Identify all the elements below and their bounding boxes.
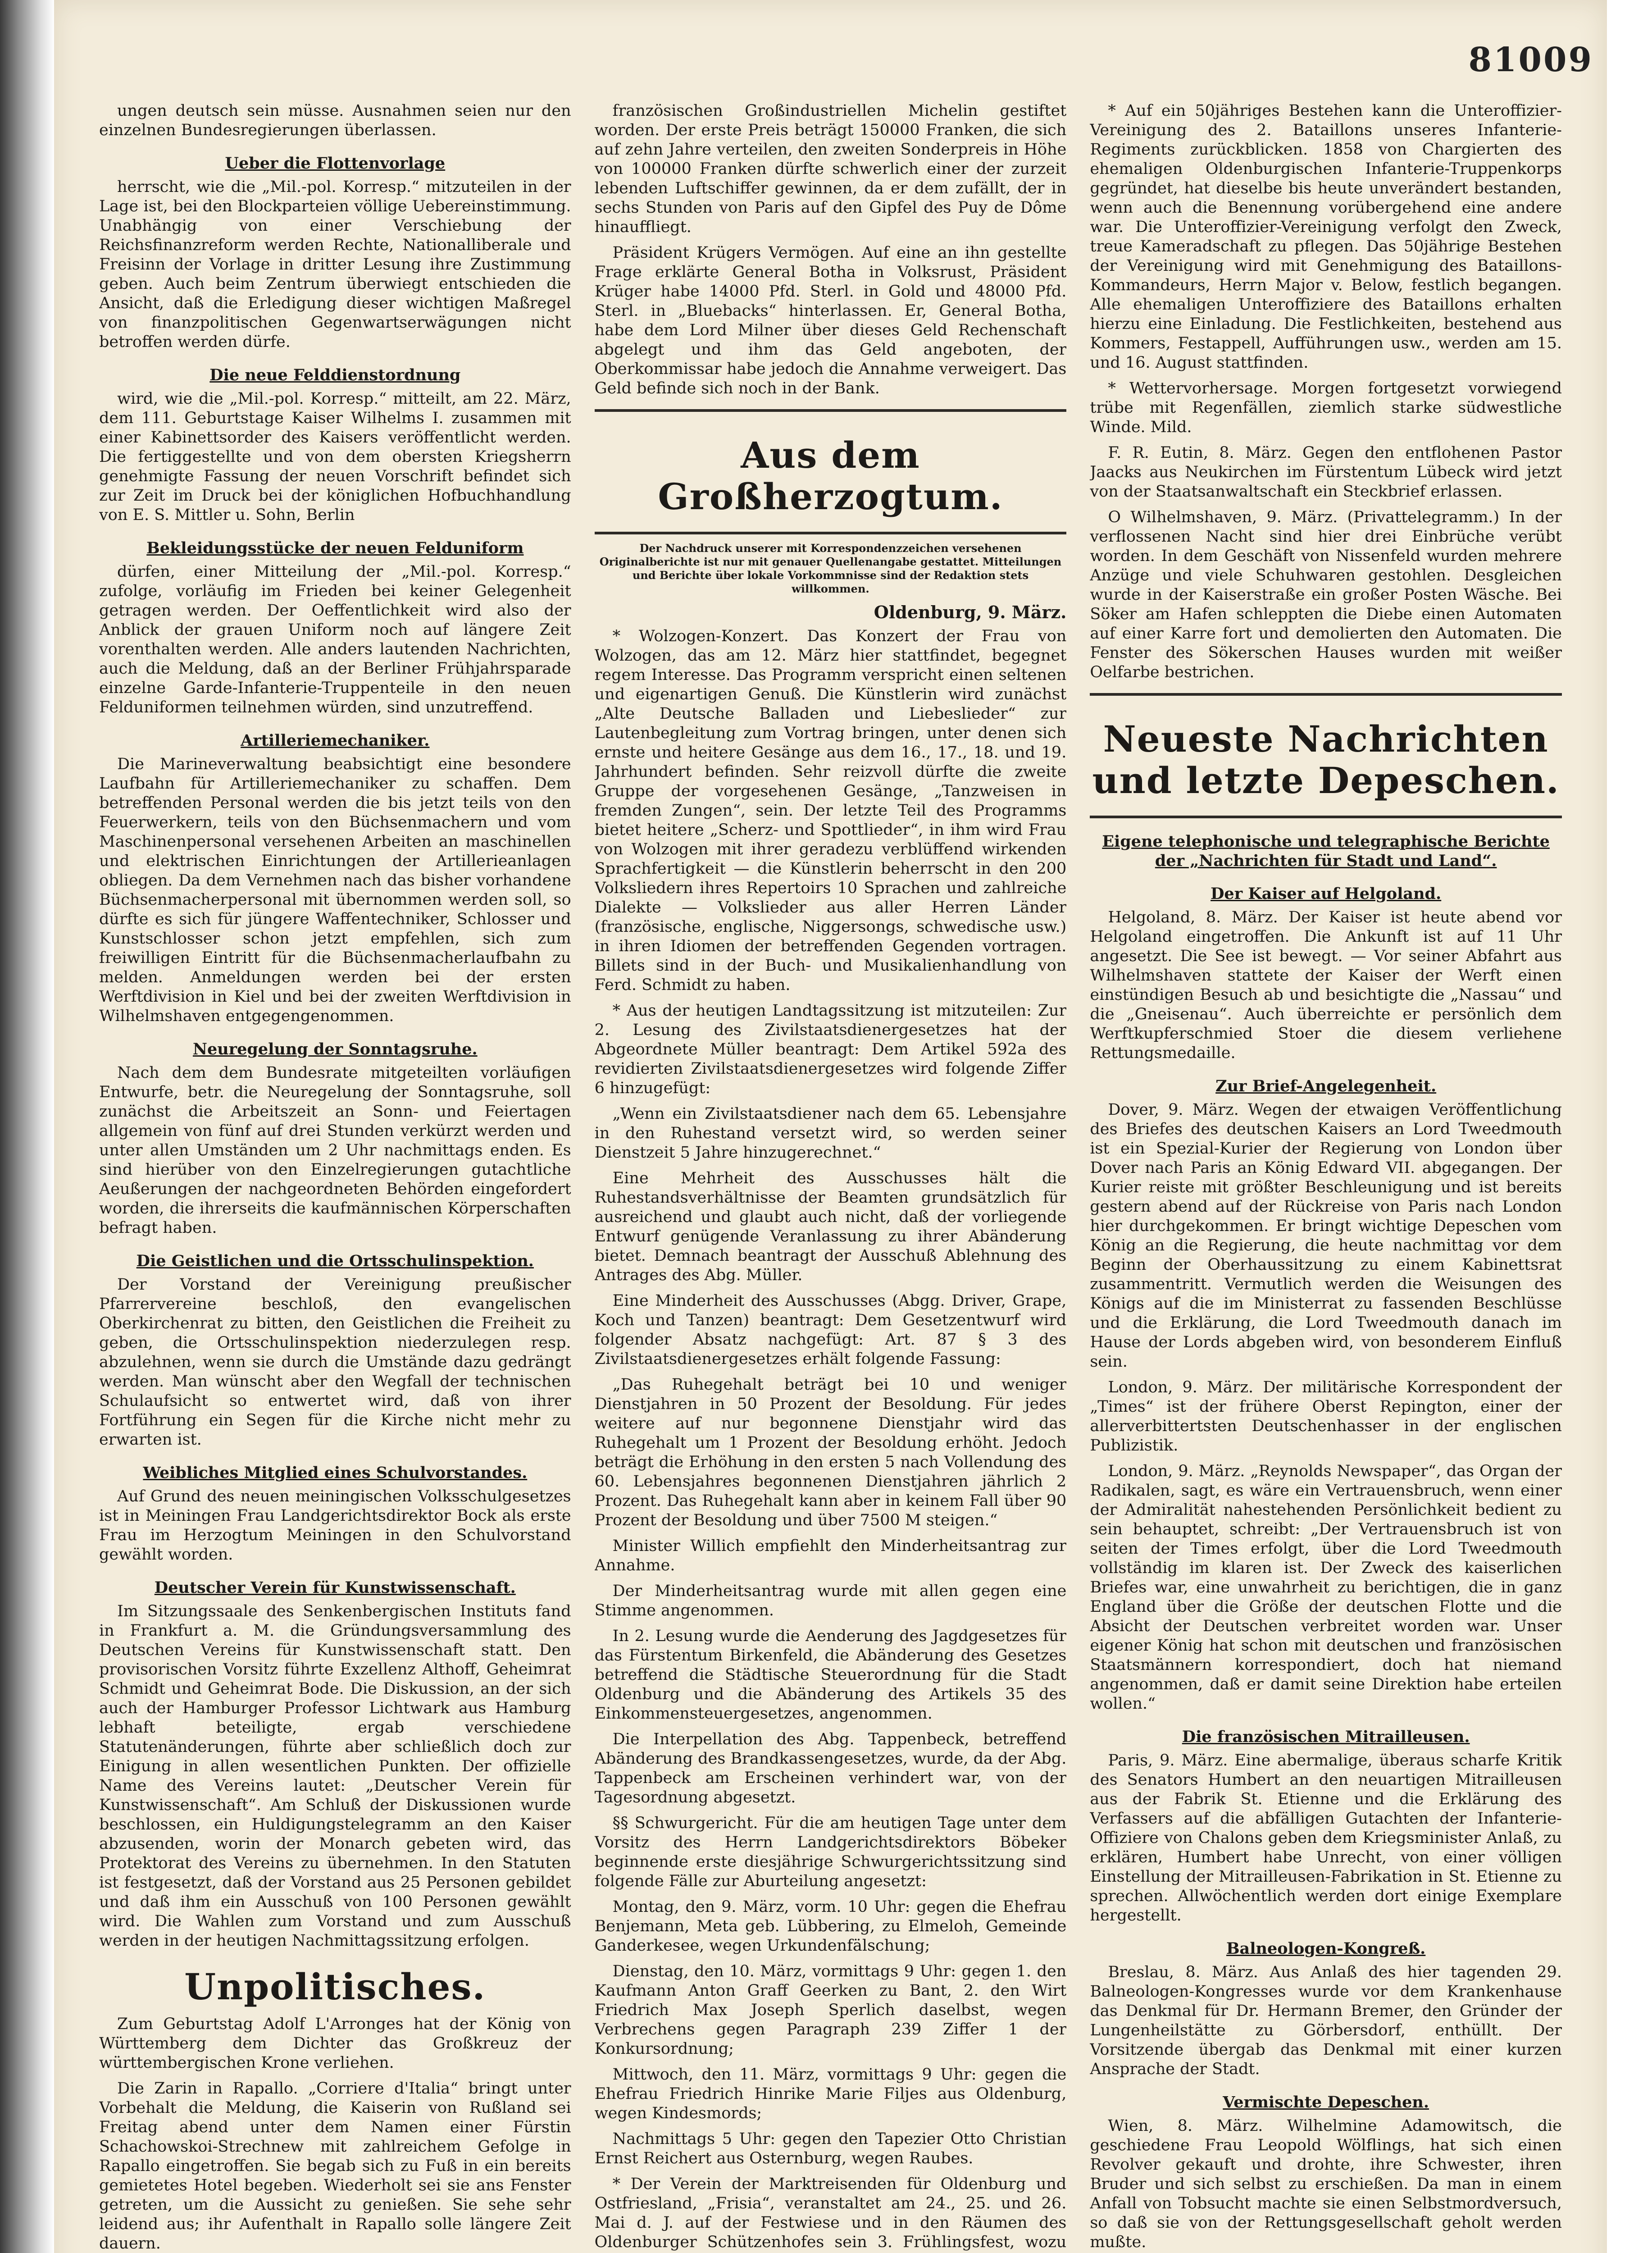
- section-heading: Die Geistlichen und die Ortsschulinspektion.: [136, 1252, 534, 1270]
- headline-box: [595, 409, 1067, 534]
- article-paragraph: Eine Mehrheit des Ausschusses hält die Ruhestandsverhältnisse der Beamten grundsätzlich für ausreichend und glaubt auch nicht, daß der vorliegende Entwurf genügende Veranlassung zu ihrer Abänderung bietet. Demnach beantragt der Ausschuß Ablehnung des Antrages des Abg. Müller.: [594, 1169, 1067, 1284]
- article-paragraph: Die Marineverwaltung beabsichtigt eine besondere Laufbahn für Artilleriemechaniker zu schaffen. Dem betreffenden Personal werden die bis jetzt teils von den Feuerwerkern, teils von den Büchsenmachern und vom Maschinenpersonal versehenen Arbeiten an maschinellen und elektrischen Einrichtungen der Artillerieanlagen obliegen. Da dem Vernehmen nach das bisher vorhandene Büchsenmacherpersonal mit übernommen werden soll, so dürfte es sich für jüngere Waffentechniker, Schlosser und Kunstschlosser schon jetzt empfehlen, sich zum freiwilligen Eintritt für die Büchsenmacherlaufbahn zu melden. Anmeldungen werden bei der ersten Werftdivision in Kiel und bei der zweiten Werftdivision in Wilhelmshaven entgegengenommen.: [99, 755, 571, 1025]
- article-paragraph: herrscht, wie die „Mil.-pol. Korresp.“ mitzuteilen in der Lage ist, bei den Blockparteien völlige Uebereinstimmung. Unabhängig von einer Verschiebung der Reichsfinanzreform werden Rechte, Nationalliberale und Freisinn der Vorlage in dritter Lesung ihre Zustimmung geben. Auch beim Zentrum überwiegt entschieden die Ansicht, daß die Erledigung dieser wichtigen Maßregel von finanzpolitischen Gegenwartserwägungen nicht betroffen werden dürfe.: [99, 178, 571, 351]
- article-paragraph: Minister Willich empfiehlt den Minderheitsantrag zur Annahme.: [594, 1537, 1067, 1574]
- section-heading: Ueber die Flottenvorlage: [225, 154, 446, 173]
- article-paragraph: „Wenn ein Zivilstaatsdiener nach dem 65. Lebensjahre in den Ruhestand versetzt wird, so werden seiner Dienstzeit 5 Jahre hinzugerechnet.“: [594, 1105, 1067, 1162]
- article-paragraph: „Das Ruhegehalt beträgt bei 10 und weniger Dienstjahren in 50 Prozent der Besoldung. Für jedes weitere auf nur begonnene Dienstjahr wird das Ruhegehalt um 1 Prozent der Besoldung erhöht. Jedoch beträgt die Erhöhung in den ersten 5 nach Vollendung des 60. Lebensjahres begonnenen Dienstjahren jährlich 2 Prozent. Das Ruhegehalt kann aber in keinem Fall über 90 Prozent der Besoldung und über 7500 M steigen.“: [594, 1376, 1067, 1529]
- article-paragraph: Nach dem dem Bundesrate mitgeteilten vorläufigen Entwurfe, betr. die Neuregelung der Sonntagsruhe, soll zunächst die Arbeitszeit an Sonn- und Feiertagen allgemein von fünf auf drei Stunden verkürzt werden und unter allen Umständen um 2 Uhr nachmittags enden. Es sind hierüber von den Einzelregierungen gutachtliche Aeußerungen der nachgeordneten Behörden eingefordert worden, die ihrerseits die kaufmännischen Körperschaften befragt haben.: [99, 1064, 571, 1237]
- article-paragraph: Dienstag, den 10. März, vormittags 9 Uhr: gegen 1. den Kaufmann Anton Graff Geerken zu Bant, 2. den Wirt Friedrich Max Joseph Sperlich daselbst, wegen Verbrechens gegen Paragraph 239 Ziffer 1 der Konkursordnung;: [594, 1962, 1067, 2058]
- section-title: Unpolitisches.: [184, 1966, 486, 2008]
- article-paragraph: Mittwoch, den 11. März, vormittags 9 Uhr: gegen die Ehefrau Friedrich Hinrike Marie Filjes aus Oldenburg, wegen Kindesmords;: [594, 2066, 1067, 2122]
- dateline: Oldenburg, 9. März.: [874, 602, 1067, 622]
- column-2: [595, 101, 1067, 2253]
- article-paragraph: Die Interpellation des Abg. Tappenbeck, betreffend Abänderung des Brandkassengesetzes, wurde, da der Abg. Tappenbeck am Erscheinen verhindert war, von der Tagesordnung abgesetzt.: [594, 1730, 1067, 1806]
- section-heading: Die neue Felddienstordnung: [209, 366, 461, 384]
- newspaper-page: [54, 0, 1607, 2253]
- article-paragraph: * Aus der heutigen Landtagssitzung ist mitzuteilen: Zur 2. Lesung des Zivilstaatsdienergesetzes hat der Abgeordnete Müller beantragt: Dem Artikel 592a des revidierten Zivilstaatsdienergesetzes wird folgende Ziffer 6 hinzugefügt:: [594, 1002, 1067, 1097]
- article-paragraph: London, 9. März. Der militärische Korrespondent der „Times“ ist der frühere Oberst Repington, einer der allerverbittertsten Deutschenhasser in der englischen Publizistik.: [1090, 1378, 1562, 1455]
- section-heading: Balneologen-Kongreß.: [1226, 1939, 1426, 1958]
- article-paragraph: In 2. Lesung wurde die Aenderung des Jagdgesetzes für das Fürstentum Birkenfeld, die Abänderung des Gesetzes betreffend die Städtische Steuerordnung für die Stadt Oldenburg und die Abänderung des Artikels 35 des Einkommensteuergesetzes, angenommen.: [594, 1627, 1067, 1723]
- article-paragraph: Eine Minderheit des Ausschusses (Abgg. Driver, Grape, Koch und Tanzen) beantragt: Dem Gesetzentwurf wird folgender Absatz nachgefügt: Art. 87 § 3 des Zivilstaatsdienergesetzes erhält folgende Fassung:: [594, 1292, 1067, 1368]
- article-paragraph: Im Sitzungssaale des Senkenbergischen Instituts fand in Frankfurt a. M. die Gründungsversammlung des Deutschen Vereins für Kunstwissenschaft statt. Den provisorischen Vorsitz führte Exzellenz Althoff, Geheimrat Schmidt und Geheimrat Bode. Die Diskussion, an der sich auch der Hamburger Professor Lichtwark aus Hamburg lebhaft beteiligte, ergab verschiedene Statutenänderungen, führte aber schließlich doch zur Einigung in allen wesentlichen Punkten. Der offizielle Name des Vereins lautet: „Deutscher Verein für Kunstwissenschaft“. Am Schluß der Diskussionen wurde beschlossen, ein Huldigungstelegramm an den Kaiser abzusenden, worin der Monarch gebeten wird, das Protektorat des Vereins zu übernehmen. In den Statuten ist festgesetzt, daß der Vorstand aus 25 Personen gebildet und daß ihm ein Ausschuß von 100 Personen gewählt wird. Die Wahlen zum Vorstand und zum Ausschuß werden in der heutigen Nachmittagssitzung erfolgen.: [99, 1602, 571, 1950]
- article-paragraph: Helgoland, 8. März. Der Kaiser ist heute abend vor Helgoland eingetroffen. Die Ankunft ist auf 11 Uhr angesetzt. Die See ist bewegt. — Vor seiner Abfahrt aus Wilhelmshaven stattete der Kaiser der Werft einen einstündigen Besuch ab und besichtigte die „Nassau“ und die „Gneisenau“. Auch überreichte er persönlich dem Werftkupferschmied Stoer die diesem verliehene Rettungsmedaille.: [1090, 908, 1562, 1062]
- section-subtitle: Eigene telephonische und telegraphische Berichte der „Nachrichten für Stadt und Land“.: [1102, 832, 1550, 870]
- column-1: [99, 101, 571, 2253]
- section-heading: Deutscher Verein für Kunstwissenschaft.: [154, 1578, 516, 1597]
- article-paragraph: Auf Grund des neuen meiningischen Volksschulgesetzes ist in Meiningen Frau Landgerichtsdirektor Bock als erste Frau im Herzogtum Meiningen in den Schulvorstand gewählt worden.: [99, 1487, 571, 1564]
- section-heading: Der Kaiser auf Helgoland.: [1211, 885, 1442, 903]
- scan-edge: [0, 0, 54, 2253]
- column-3: [1090, 101, 1562, 2253]
- article-paragraph: französischen Großindustriellen Michelin gestiftet worden. Der erste Preis beträgt 150000 Franken, die sich auf zehn Jahre verteilen, den zweiten Sonderpreis in Höhe von 100000 Franken dürfte schwerlich einer der zurzeit lebenden Luftschiffer gewinnen, da er dem zufällt, der in sechs Stunden von Paris auf den Gipfel des Puy de Dôme hinauffliegt.: [594, 102, 1067, 236]
- article-paragraph: Dover, 9. März. Wegen der etwaigen Veröffentlichung des Briefes des deutschen Kaisers an Lord Tweedmouth ist ein Spezial-Kurier der Regierung von London über Dover nach Paris an König Edward VII. abgegangen. Der Kurier reiste mit größter Beschleunigung und ist bereits gestern abend auf der Rückreise von Paris nach London hier durchgekommen. Er bringt wichtige Depeschen vom König an die Regierung, die heute nachmittag vor dem Beginn der Oberhaussitzung zu einem Kabinettsrat zusammentritt. Vermutlich werden die Weisungen des Königs auf die im Ministerrat zu fassenden Beschlüsse und die Erklärung, die Lord Tweedmouth danach im Hause der Lords abgeben wird, von besonderem Einfluß sein.: [1090, 1101, 1562, 1371]
- article-paragraph: O Wilhelmshaven, 9. März. (Privattelegramm.) In der verflossenen Nacht sind hier drei Einbrüche verübt worden. In dem Geschäft von Nissenfeld wurden mehrere Anzüge und viele Schuhwaren gestohlen. Desgleichen wurde in der Kaiserstraße ein großer Posten Wäsche. Bei Söker am Hafen schleppten die Diebe einen Automaten auf einer Karre fort und demolierten den Automaten. Die Fenster des Sökerschen Hauses wurden mit weißer Oelfarbe bestrichen.: [1090, 508, 1562, 681]
- article-paragraph: Der Minderheitsantrag wurde mit allen gegen eine Stimme angenommen.: [594, 1582, 1067, 1619]
- columns: [99, 101, 1562, 2253]
- article-paragraph: Wien, 8. März. Wilhelmine Adamowitsch, die geschiedene Frau Leopold Wölflings, hat sich einen Revolver gekauft und drohte, ihre Schwester, ihren Bruder und sich selbst zu erschießen. Da man in einem Anfall von Tobsucht machte sie einen Selbstmordversuch, so daß sie von der Rettungsgesellschaft geholt werden mußte.: [1090, 2117, 1562, 2251]
- article-paragraph: Nachmittags 5 Uhr: gegen den Tapezier Otto Christian Ernst Reichert aus Osternburg, wegen Raubes.: [594, 2130, 1067, 2167]
- article-paragraph: * Wettervorhersage. Morgen fortgesetzt vorwiegend trübe mit Regenfällen, ziemlich starke südwestliche Winde. Mild.: [1090, 379, 1562, 436]
- article-paragraph: Die Zarin in Rapallo. „Corriere d'Italia“ bringt unter Vorbehalt die Meldung, die Kaiserin von Rußland sei Freitag abend unter dem Namen einer Fürstin Schachowskoi-Strechnew mit zahlreichem Gefolge in Rapallo eingetroffen. Sie begab sich zu Fuß in ein bereits gemietetes Hotel begeben. Wiederholt sei sie ans Fenster getreten, um die Aussicht zu genießen. Sie sehe sehr leidend aus; ihr Aufenthalt in Rapallo solle längere Zeit dauern.: [99, 2080, 571, 2253]
- article-paragraph: Breslau, 8. März. Aus Anlaß des hier tagenden 29. Balneologen-Kongresses wurde vor dem Krankenhause das Denkmal für Dr. Hermann Bremer, den Gründer der Lungenheilstätte zu Görbersdorf, enthüllt. Der Vorsitzende übergab das Denkmal mit einer kurzen Ansprache der Stadt.: [1090, 1963, 1562, 2078]
- section-heading: Weibliches Mitglied eines Schulvorstandes.: [143, 1464, 528, 1482]
- article-paragraph: ungen deutsch sein müsse. Ausnahmen seien nur den einzelnen Bundesregierungen überlassen.: [99, 102, 571, 139]
- article-paragraph: dürfen, einer Mitteilung der „Mil.-pol. Korresp.“ zufolge, vorläufig im Frieden bei keiner Gelegenheit getragen werden. Der Oeffentlichkeit wird also der Anblick der grauen Uniform noch auf längere Zeit vorenthalten werden. Alle anders lautenden Nachrichten, auch die Meldung, daß an der Berliner Frühjahrsparade einzelne Garde-Infanterie-Truppenteile in den neuen Felduniformen teilnehmen würden, sind unzutreffend.: [99, 563, 571, 716]
- article-paragraph: wird, wie die „Mil.-pol. Korresp.“ mitteilt, am 22. März, dem 111. Geburtstage Kaiser Wilhelms I. zusammen mit einer Kabinettsorder des Kaisers veröffentlicht werden. Die fertiggestellte und von dem obersten Kriegsherrn genehmigte Fassung der neuen Vorschrift befindet sich zur Zeit im Druck bei der königlichen Hofbuchhandlung von E. S. Mittler u. Sohn, Berlin: [99, 390, 571, 524]
- article-paragraph: Präsident Krügers Vermögen. Auf eine an ihn gestellte Frage erklärte General Botha in Volksrust, Präsident Krüger habe 14000 Pfd. Sterl. in Gold und 48000 Pfd. Sterl. in „Bluebacks“ hinterlassen. Er, General Botha, habe dem Lord Milner über dieses Geld Rechenschaft abgelegt und ihm das Geld angeboten, der Oberkommissar habe jedoch die Annahme verweigert. Das Geld befinde sich noch in der Bank.: [594, 244, 1067, 397]
- headline-box: [1090, 693, 1562, 818]
- page-number: 81009: [1468, 41, 1593, 79]
- section-heading: Bekleidungsstücke der neuen Felduniform: [146, 539, 524, 557]
- reprint-note: Der Nachdruck unserer mit Korrespondenzzeichen versehenen Originalberichte ist nur mit genauer Quellenangabe gestattet. Mitteilungen und Berichte über lokale Vorkommnisse sind der Redaktion stets willkommen.: [599, 542, 1062, 595]
- section-heading: Zur Brief-Angelegenheit.: [1215, 1077, 1437, 1095]
- article-paragraph: §§ Schwurgericht. Für die am heutigen Tage unter dem Vorsitz des Herrn Landgerichtsdirektors Böbeker beginnende erste diesjährige Schwurgerichtssitzung sind folgende Fälle zur Aburteilung angesetzt:: [594, 1814, 1067, 1890]
- article-paragraph: Zum Geburtstag Adolf L'Arronges hat der König von Württemberg dem Dichter das Großkreuz der württembergischen Krone verliehen.: [99, 2015, 571, 2072]
- article-paragraph: * Wolzogen-Konzert. Das Konzert der Frau von Wolzogen, das am 12. März hier stattfindet, begegnet regem Interesse. Das Programm verspricht einen seltenen und eigenartigen Genuß. Die Künstlerin wird zunächst „Alte Deutsche Balladen und Liebeslieder“ zur Lautenbegleitung zum Vortrag bringen, unter denen sich ernste und heitere Gesänge aus dem 16., 17., 18. und 19. Jahrhundert befinden. Sehr reizvoll dürfte die zweite Gruppe der vorgesehenen Gesänge, „Tanzweisen in fremden Zungen“, sein. Der letzte Teil des Programms bietet heitere „Scherz- und Spottlieder“, in ihm wird Frau von Wolzogen mit ihrer geradezu verblüffend wirkenden Sprachfertigkeit — die Künstlerin beherrscht in den 200 Volksliedern ihres Repertoirs 10 Sprachen und zahlreiche Dialekte — Volkslieder aus aller Herren Länder (französische, englische, Niggersongs, schwedische usw.) in ihren Idiomen der betreffenden Gegenden vortragen. Billets sind in der Buch- und Musikalienhandlung von Ferd. Schmidt zu haben.: [594, 627, 1067, 994]
- article-paragraph: Montag, den 9. März, vorm. 10 Uhr: gegen die Ehefrau Benjemann, Meta geb. Lübbering, zu Elmeloh, Gemeinde Ganderkesee, wegen Urkundenfälschung;: [594, 1898, 1067, 1955]
- article-paragraph: Paris, 9. März. Eine abermalige, überaus scharfe Kritik des Senators Humbert an den neuartigen Mitrailleusen aus der Fabrik St. Etienne und die Erklärung des Verfassers auf die abfälligen Gutachten der Infanterie-Offiziere von Chalons geben dem Kriegsminister Anlaß, zu erklären, Humbert habe Unrecht, von einer völligen Einstellung der Mitrailleusen-Fabrikation in St. Etienne zu sprechen. Allwöchentlich werden dort einige Exemplare hergestellt.: [1090, 1751, 1562, 1925]
- section-heading: Die französischen Mitrailleusen.: [1182, 1728, 1470, 1746]
- article-paragraph: London, 9. März. „Reynolds Newspaper“, das Organ der Radikalen, sagt, es wäre ein Vertrauensbruch, wenn einer der Admiralität nahestehenden Persönlichkeit bedient zu sein behauptet, schreibt: „Der Vertrauensbruch ist von seiten der Times erfolgt, über die Lord Tweedmouth vollständig im klaren ist. Der Zweck des kaiserlichen Briefes war, eine unwahrheit zu berichtigen, die in ganz England über die Größe der deutschen Flotte und die Absicht der Deutschen verbreitet worden war. Unser eigener König hat schon mit deutschen und französischen Staatsmännern korrespondiert, doch hat niemand angenommen, daß er damit seine Direktion habe erteilen wollen.“: [1090, 1462, 1562, 1713]
- article-paragraph: * Der Verein der Marktreisenden für Oldenburg und Ostfriesland, „Frisia“, veranstaltet am 24., 25. und 26. Mai d. J. auf der Festwiese und in den Räumen des Oldenburger Schützenhofes sein 3. Frühlingsfest, wozu: [594, 2175, 1067, 2251]
- article-paragraph: Der Vorstand der Vereinigung preußischer Pfarrervereine beschloß, den evangelischen Oberkirchenrat zu bitten, den Geistlichen die Freiheit zu geben, die Ortsschulinspektion niederzulegen resp. abzulehnen, wenn sie durch die Umstände dazu gedrängt werden. Man wünscht aber den Wegfall der technischen Schulaufsicht so entwertet wird, daß von ihrer Fortführung ein Segen für die Kirche nicht mehr zu erwarten ist.: [99, 1276, 571, 1449]
- section-heading: Vermischte Depeschen.: [1223, 2093, 1429, 2112]
- section-title: Aus dem Großherzogtum.: [658, 434, 1003, 518]
- section-heading: Neuregelung der Sonntagsruhe.: [192, 1040, 478, 1058]
- section-title: Neueste Nachrichten und letzte Depeschen.: [1092, 718, 1560, 802]
- article-paragraph: * Auf ein 50jähriges Bestehen kann die Unteroffizier-Vereinigung des 2. Bataillons unseres Infanterie-Regiments zurückblicken. 1858 von Chargierten des ehemaligen Oldenburgischen Infanterie-Truppenkorps gegründet, hat dieselbe bis heute unverändert bestanden, wenn auch die Benennung vorübergehend eine andere war. Die Unteroffizier-Vereinigung verfolgt den Zweck, treue Kameradschaft zu pflegen. Das 50jährige Bestehen der Vereinigung wird mit Genehmigung des Bataillons-Kommandeurs, Herrn Major v. Below, festlich begangen. Alle ehemaligen Unteroffiziere des Bataillons erhalten hierzu eine Einladung. Die Festlichkeiten, bestehend aus Kommers, Festappell, Aufführungen usw., werden am 15. und 16. August stattfinden.: [1090, 102, 1562, 372]
- article-paragraph: F. R. Eutin, 8. März. Gegen den entflohenen Pastor Jaacks aus Neukirchen im Fürstentum Lübeck wird jetzt von der Staatsanwaltschaft ein Steckbrief erlassen.: [1090, 444, 1562, 501]
- section-heading: Artilleriemechaniker.: [241, 731, 430, 750]
